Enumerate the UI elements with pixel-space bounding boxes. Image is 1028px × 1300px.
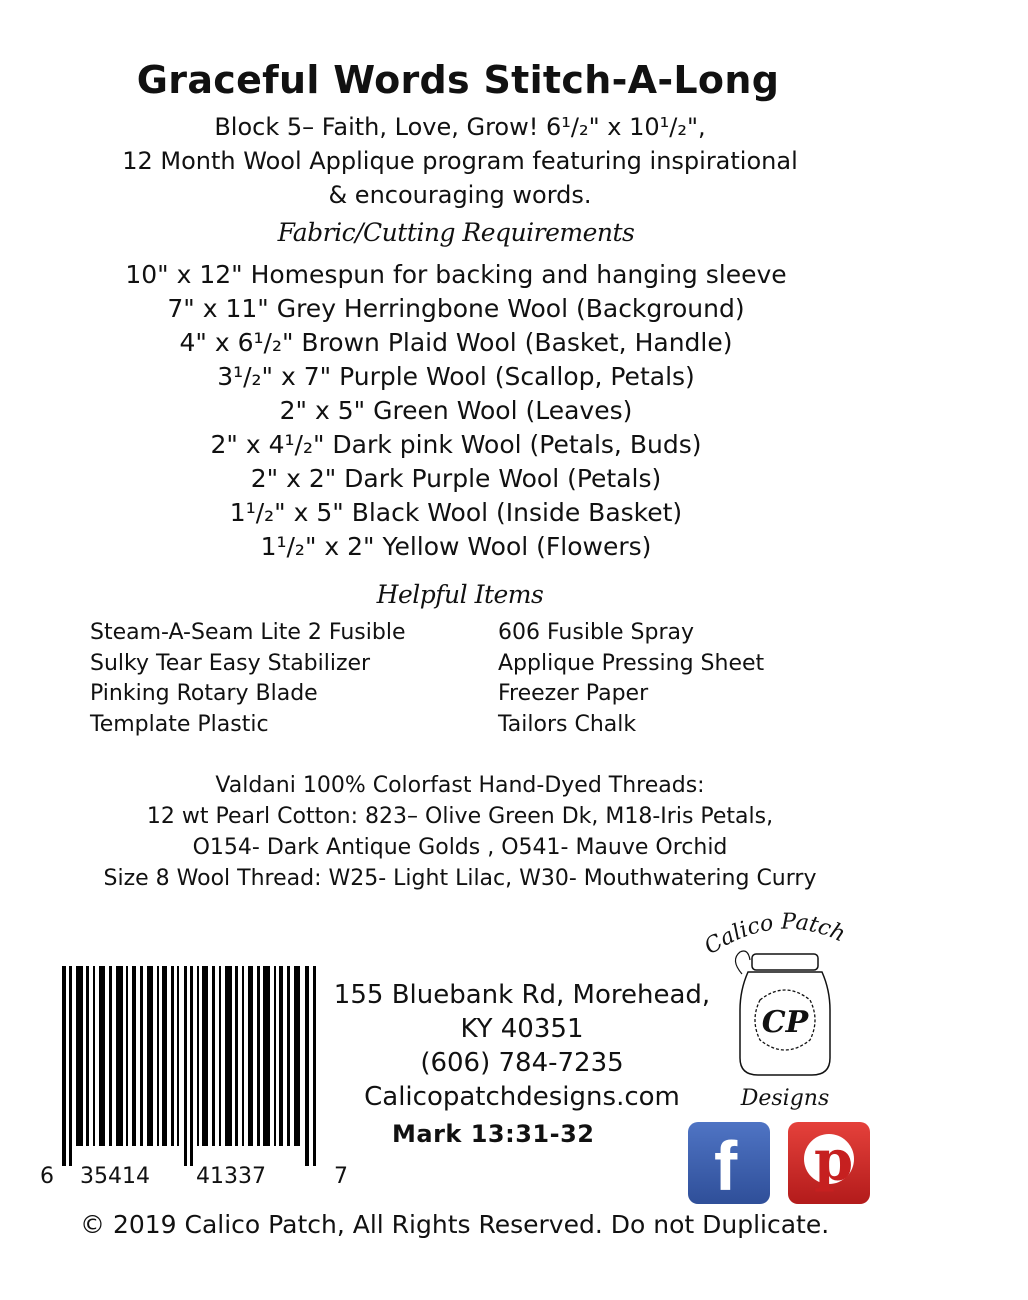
address-line-2: KY 40351 — [460, 1014, 584, 1044]
fabric-item: 10" x 12" Homespun for backing and hanging sleeve — [125, 260, 787, 289]
barcode — [62, 966, 322, 1166]
subtitle-line-3: & encouraging words. — [328, 181, 592, 209]
fabric-item: 7" x 11" Grey Herringbone Wool (Background) — [167, 294, 745, 323]
scripture-reference: Mark 13:31-32 — [392, 1120, 595, 1148]
helpful-column-2 — [498, 618, 764, 740]
phone-number: (606) 784-7235 — [420, 1048, 624, 1078]
helpful-item: Sulky Tear Easy Stabilizer — [90, 650, 371, 676]
fabric-list — [0, 258, 970, 564]
thread-line: 12 wt Pearl Cotton: 823– Olive Green Dk, M18-Iris Petals, — [146, 804, 774, 829]
subtitle-line-1: Block 5– Faith, Love, Grow! 6¹/₂" x 10¹/₂", — [214, 113, 706, 141]
logo-bottom-text: Designs — [740, 1086, 830, 1111]
pinterest-icon[interactable] — [788, 1122, 870, 1204]
helpful-item: Tailors Chalk — [498, 711, 637, 737]
helpful-column-1 — [90, 618, 406, 740]
fabric-item: 1¹/₂" x 2" Yellow Wool (Flowers) — [260, 532, 652, 561]
fabric-item: 1¹/₂" x 5" Black Wool (Inside Basket) — [229, 498, 683, 527]
helpful-item: Applique Pressing Sheet — [498, 650, 765, 676]
fabric-item: 4" x 6¹/₂" Brown Plaid Wool (Basket, Handle) — [179, 328, 733, 357]
website-link[interactable]: Calicopatchdesigns.com — [364, 1082, 680, 1112]
thread-line: O154- Dark Antique Golds , O541- Mauve Orchid — [192, 835, 728, 860]
fabric-item: 2" x 2" Dark Purple Wool (Petals) — [250, 464, 662, 493]
thread-list — [0, 770, 974, 894]
thread-line: Valdani 100% Colorfast Hand-Dyed Threads: — [215, 773, 705, 798]
helpful-item: Template Plastic — [90, 711, 269, 737]
pinterest-glyph: p — [814, 1128, 854, 1194]
copyright-notice: © 2019 Calico Patch, All Rights Reserved. Do not Duplicate. — [80, 1210, 830, 1239]
facebook-icon[interactable] — [688, 1122, 770, 1204]
svg-text:Calico Patch — [700, 910, 849, 960]
fabric-heading: Fabric/Cutting Requirements — [277, 218, 635, 247]
fabric-item: 3¹/₂" x 7" Purple Wool (Scallop, Petals) — [217, 362, 695, 391]
fabric-item: 2" x 4¹/₂" Dark pink Wool (Petals, Buds) — [210, 430, 702, 459]
page-title: Graceful Words Stitch-A-Long — [136, 58, 780, 102]
helpful-heading: Helpful Items — [376, 580, 544, 609]
logo-top-text: Calico Patch — [700, 910, 850, 960]
fabric-item: 2" x 5" Green Wool (Leaves) — [279, 396, 633, 425]
barcode-digit: 41337 — [196, 1164, 266, 1189]
address-line-1: 155 Bluebank Rd, Morehead, — [333, 980, 711, 1010]
barcode-digit: 6 — [40, 1164, 54, 1189]
helpful-item: Steam-A-Seam Lite 2 Fusible — [90, 620, 406, 645]
barcode-digit: 7 — [334, 1164, 348, 1189]
thread-line: Size 8 Wool Thread: W25- Light Lilac, W30- Mouthwatering Curry — [103, 866, 817, 891]
facebook-glyph: f — [714, 1127, 738, 1205]
calico-patch-logo — [700, 910, 870, 1120]
helpful-item: 606 Fusible Spray — [498, 620, 695, 645]
contact-block — [302, 978, 742, 1114]
barcode-digit: 35414 — [80, 1164, 150, 1189]
logo-monogram: CP — [761, 1005, 809, 1040]
subtitle-line-2: 12 Month Wool Applique program featuring inspirational — [122, 147, 798, 175]
helpful-item: Pinking Rotary Blade — [90, 681, 318, 706]
helpful-item: Freezer Paper — [498, 681, 649, 706]
